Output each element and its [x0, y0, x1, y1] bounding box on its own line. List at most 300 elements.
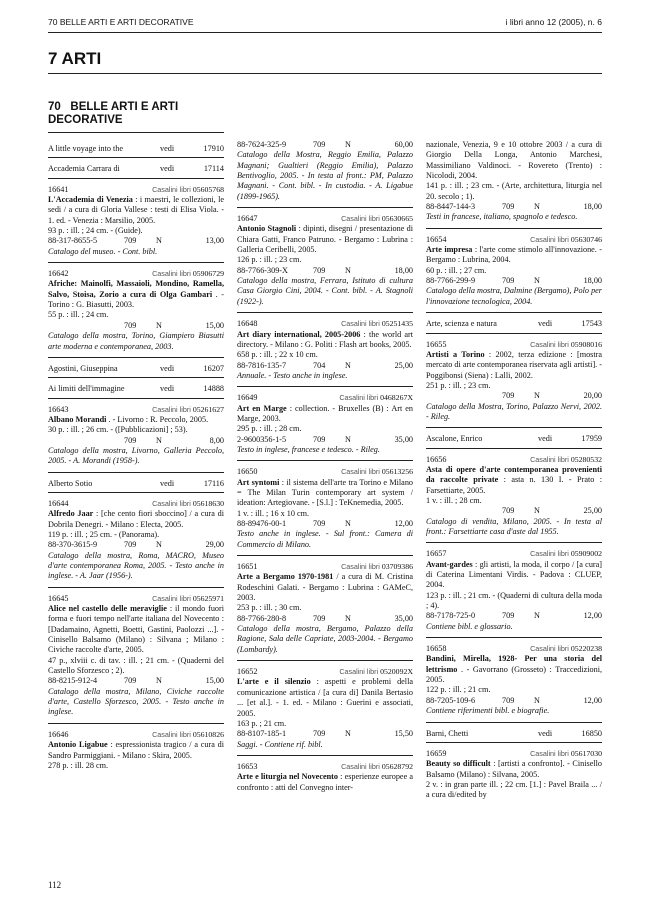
entry-imprint: : 2002, terza edizione : [mostra mercato di arte contemporanea riservata agli artisti]. - Poggibonsi (Siena) : Lalli, 2002.: [426, 349, 602, 380]
entry-number: 16653: [237, 761, 258, 771]
entry-imprint: : [artisti a confronto]. - Cinisello Balsamo (Milano) : Silvana, 2005.: [426, 759, 603, 779]
entry-imprint: : the world art directory. - Milano : G. Politi : Flash art books, 2005.: [237, 329, 414, 349]
isbn-price-line: [237, 266, 413, 276]
entry-title: Afriche: Mainolfi, Massaioli, Mondino, Ramella, Salvo, Stoisa, Zorio a cura di Olga Gambari: [48, 279, 224, 299]
reference-vedi: vedi: [538, 319, 553, 329]
physical-description: 123 p. : ill. ; 21 cm. - (Quaderni di cultura della moda ; 4).: [426, 590, 602, 611]
physical-description: 658 p. : ill. ; 22 x 10 cm.: [237, 350, 318, 360]
isbn-price-line: [237, 519, 413, 529]
entry-imprint: : espressionista tragico / a cura di Sandro Parmiggiani. - Milano : Skira, 2005.: [48, 740, 225, 760]
cross-reference: [48, 144, 224, 158]
classification: 709: [502, 506, 515, 516]
entry-source: [530, 340, 602, 350]
source-name: Casalini libri: [152, 404, 191, 414]
entry-description: [48, 279, 224, 310]
entry-number: 16647: [237, 214, 258, 224]
entry-header: [48, 269, 224, 279]
entry-source: [530, 644, 602, 654]
section-name: BELLE ARTI E ARTI DECORATIVE: [48, 101, 179, 126]
catalog-entry: [48, 594, 224, 724]
source-id: 05605768: [192, 184, 224, 194]
source-name: Casalini libri: [152, 729, 191, 739]
source-id: 05610826: [192, 729, 224, 739]
source-id: 05908016: [570, 339, 602, 349]
entry-title: Alfredo Jaar: [48, 509, 94, 519]
format-code: N: [345, 434, 351, 444]
entry-source: [152, 499, 224, 509]
classification: 709: [124, 540, 137, 550]
catalog-entry: [426, 235, 602, 313]
reference-number: 14888: [203, 384, 224, 394]
source-name: Casalini libri: [152, 498, 191, 508]
entry-imprint: : esperienze europee a confronto : atti del Convegno inter-: [237, 772, 413, 792]
source-name: Casalini libri: [530, 549, 569, 559]
classification: 709: [313, 265, 326, 275]
source-name: Casalini libri: [339, 393, 379, 403]
entry-imprint: . - Livorno : R. Peccolo, 2005.: [108, 414, 209, 424]
catalog-entry: [237, 667, 413, 756]
entry-title: Antonio Stagnoli: [237, 224, 297, 234]
entry-note: Catalogo della mostra, Dalmine (Bergamo), Polo per l'innovazione tecnologica, 2004.: [426, 286, 602, 306]
format-code: N: [345, 360, 351, 370]
classification: 709: [313, 434, 326, 444]
source-name: Casalini libri: [341, 467, 380, 477]
cross-reference: [426, 434, 602, 448]
source-name: Casalini libri: [341, 562, 380, 572]
source-name: Casalini libri: [152, 593, 191, 603]
entry-imprint: : l'arte come stimolo all'innovazione. - Bergamo : Lubrina, 2004.: [426, 245, 602, 265]
entry-source: [530, 235, 602, 245]
price: 25,00: [394, 360, 413, 370]
format-code: N: [156, 676, 162, 686]
entry-note: Testo anche in inglese. - Sul front.: Camera di Commercio di Milano.: [237, 529, 413, 549]
entry-number: 16657: [426, 549, 447, 559]
catalog-entry: [48, 269, 224, 358]
price: 15,00: [205, 320, 224, 330]
entry-description: [426, 245, 602, 266]
entry-number: 16656: [426, 454, 447, 464]
entry-description: [237, 404, 413, 425]
catalog-entry: [426, 644, 602, 722]
running-header: [48, 17, 602, 29]
physical-description: 60 p. : ill. ; 27 cm.: [426, 265, 487, 275]
format-code: N: [534, 506, 540, 516]
entry-imprint: : collection. - Bruxelles (B) : Art en Marge, 2003.: [237, 403, 413, 423]
isbn-price-line: [426, 611, 602, 621]
entry-header: [237, 562, 413, 572]
column-1: [48, 144, 224, 776]
reference-name: Agostini, Giuseppina: [48, 363, 118, 373]
physical-description: 55 p. : ill. ; 24 cm.: [48, 310, 109, 320]
entry-description: [237, 772, 413, 793]
entry-imprint: . - Torino : G. Biasutti, 2003.: [48, 289, 225, 310]
entry-description: [48, 740, 224, 761]
physical-description: 1 v. : ill. ; 28 cm.: [426, 495, 482, 505]
entry-title: Avant-gardes: [426, 559, 473, 569]
entry-description: [237, 677, 413, 718]
catalog-entry: [426, 455, 602, 544]
isbn: 88-7624-325-9: [237, 140, 287, 149]
format-code: N: [345, 140, 351, 149]
entry-source: [152, 405, 224, 415]
isbn: 88-7766-280-8: [237, 613, 287, 623]
isbn-price-line: [237, 729, 413, 739]
entry-number: 16641: [48, 184, 69, 194]
format-code: N: [156, 236, 162, 246]
isbn-price-line: [48, 436, 224, 446]
source-id: 0468267X: [380, 393, 413, 403]
reference-name: Alberto Sotio: [48, 478, 93, 488]
format-code: N: [534, 276, 540, 286]
entry-note: Catalogo della mostra, Roma, MACRO, Museo d'arte contemporanea Roma, 2005. - Testo anche in inglese. - A. Jaar (1956-).: [48, 550, 224, 581]
source-id: 05613256: [381, 467, 413, 477]
catalog-entry: [426, 749, 602, 806]
entry-source: [341, 562, 413, 572]
cross-reference: [48, 364, 224, 378]
format-code: N: [345, 729, 351, 739]
entry-number: 16645: [48, 593, 69, 603]
isbn-price-line: [426, 276, 602, 286]
entry-source: [152, 269, 224, 279]
isbn: 88-317-8655-5: [48, 236, 98, 246]
reference-number: 17543: [581, 319, 602, 329]
source-id: 05630665: [381, 214, 413, 224]
format-code: N: [534, 202, 540, 212]
source-id: 03709386: [381, 562, 413, 572]
entry-title: L'Accademia di Venezia: [48, 195, 133, 205]
entry-imprint: : aspetti e problemi della comunicazione artistica / [a cura di] Danila Bertasio ... [et al.]. - 1. ed. - Milano : Guerini e associati, 2005.: [237, 677, 413, 718]
classification: 709: [313, 519, 326, 528]
format-code: N: [345, 519, 351, 528]
catalog-entry: [426, 340, 602, 429]
catalog-entry: [237, 214, 413, 313]
entry-description: [426, 350, 602, 381]
entry-note: Catalogo della mostra, Livorno, Galleria Peccolo, 2005. - A. Morandi (1958-).: [48, 445, 224, 466]
entry-imprint: : il mondo fuori forma e fuori tempo nell'arte italiana del Novecento : [Dadamaino, Agnetti, Boetti, Gastini, Paolozzi ...]. - Cinisello Balsamo (Milano) : Silvana ; Milano : Civiche raccolte d'arte, 2005.: [48, 604, 225, 655]
entry-number: 16651: [237, 562, 258, 572]
price: 20,00: [583, 391, 602, 401]
entry-title: Artisti a Torino: [426, 349, 485, 359]
entry-note: Annuale. - Testo anche in inglese.: [237, 370, 348, 380]
entry-header: [426, 455, 602, 465]
classification: 709: [124, 676, 137, 686]
catalog-entry: [237, 319, 413, 387]
entry-imprint: : asta n. 130 I. - Prato : Farsettiarte, 2005.: [426, 475, 603, 495]
entry-number: 16654: [426, 234, 447, 244]
source-id: 05618630: [192, 498, 224, 508]
price: 18,00: [583, 202, 602, 212]
reference-number: 16207: [203, 363, 224, 373]
isbn: 88-7766-299-9: [426, 276, 476, 286]
physical-description: 122 p. : ill. ; 21 cm.: [426, 685, 491, 695]
entry-header: [48, 730, 224, 740]
entry-source: [530, 549, 602, 559]
entry-description: [237, 330, 413, 351]
isbn: [48, 436, 124, 446]
entry-header: [237, 319, 413, 329]
source-name: Casalini libri: [341, 214, 380, 224]
catalog-entry: [426, 549, 602, 638]
entry-header: [48, 499, 224, 509]
isbn-price-line: [237, 614, 413, 624]
entry-number: 16644: [48, 498, 69, 508]
entry-header: [237, 467, 413, 477]
reference-vedi: vedi: [538, 434, 553, 444]
entry-number: 16658: [426, 644, 447, 654]
cross-reference: [48, 384, 224, 398]
classification: 709: [502, 391, 515, 401]
entry-header: [48, 405, 224, 415]
section-number: 70: [48, 101, 61, 113]
isbn: 88-7816-135-7: [237, 360, 287, 370]
entry-source: [341, 762, 413, 772]
entry-title: Art syntomi: [237, 477, 280, 487]
classification: 709: [124, 435, 137, 445]
reference-vedi: vedi: [160, 478, 175, 488]
source-id: 05630746: [570, 234, 602, 244]
catalog-entry: [48, 499, 224, 588]
reference-number: 17116: [203, 478, 224, 488]
reference-vedi: vedi: [160, 144, 175, 153]
price: 8,00: [209, 435, 224, 445]
section-title: [48, 101, 218, 127]
classification: 709: [124, 320, 137, 330]
source-name: Casalini libri: [339, 667, 379, 677]
source-id: 05628792: [381, 761, 413, 771]
reference-name: A little voyage into the: [48, 144, 124, 153]
physical-description: 126 p. : ill. ; 23 cm.: [237, 255, 302, 265]
source-id: 05617030: [570, 748, 602, 758]
entry-title: Beauty so difficult: [426, 759, 491, 769]
price: 35,00: [394, 613, 413, 623]
physical-description: 30 p. : ill. ; 26 cm. - ([Pubblicazioni] ; 53).: [48, 425, 188, 435]
physical-description: 2 v. : in gran parte ill. ; 22 cm. [1.] : Pavel Braila ... / a cura di/edited by: [426, 779, 602, 800]
isbn-price-line: [237, 361, 413, 371]
entry-imprint: : gli artisti, la moda, il corpo / [a cura] di Caterina Limentani Virdis. - Padova : CLUEP, 2004.: [426, 559, 602, 590]
classification: 709: [502, 276, 515, 286]
entry-title: Arte impresa: [426, 245, 473, 255]
isbn: [426, 391, 502, 401]
column-2: [237, 140, 413, 798]
format-code: N: [156, 540, 162, 550]
physical-description: 141 p. : ill. ; 23 cm. - (Arte, architettura, liturgia nel 20. secolo ; 1).: [426, 181, 602, 201]
entry-title: Albano Morandi: [48, 414, 107, 424]
entry-description: [237, 572, 413, 603]
column-3: [426, 140, 602, 806]
source-name: Casalini libri: [530, 644, 569, 654]
entry-header: [426, 235, 602, 245]
entry-note: Testo in inglese, francese e tedesco. - Rileg.: [237, 444, 380, 454]
isbn-price-line: [426, 506, 602, 516]
source-id: 05280532: [570, 454, 602, 464]
catalog-entry: [48, 405, 224, 473]
isbn: 88-7205-109-6: [426, 695, 476, 705]
format-code: N: [156, 435, 162, 445]
entry-imprint: . - Gavorrano (Grosseto) : Traccedizioni, 2005.: [426, 664, 603, 685]
source-id: 05909002: [570, 549, 602, 559]
entry-source: [152, 730, 224, 740]
source-id: 0520092X: [380, 667, 413, 677]
entry-description: [426, 560, 602, 591]
reference-number: 16850: [581, 728, 602, 738]
isbn-price-line: [426, 202, 602, 212]
source-id: 05906729: [192, 269, 224, 279]
cross-reference: [426, 729, 602, 743]
entry-title: Art en Marge: [237, 403, 287, 413]
isbn-price-line: [237, 140, 413, 150]
reference-name: Barni, Chetti: [426, 728, 469, 738]
catalog-entry: [48, 185, 224, 263]
entry-imprint: : [che cento fiori sboccino] / a cura di Dobrila Denegri. - Milano : Electa, 2005.: [48, 509, 224, 529]
source-id: 05625971: [192, 593, 224, 603]
entry-title: Alice nel castello delle meraviglie: [48, 604, 167, 614]
format-code: N: [345, 265, 351, 275]
format-code: N: [345, 613, 351, 623]
classification: 709: [502, 611, 515, 621]
source-name: Casalini libri: [341, 761, 380, 771]
entry-source: [152, 594, 224, 604]
price: 18,00: [583, 276, 602, 286]
entry-number: 16642: [48, 269, 69, 279]
entry-note: Catalogo della Mostra, Torino, Palazzo Nervi, 2002. - Rileg.: [426, 401, 602, 421]
entry-title: L'arte e il silenzio: [237, 677, 311, 687]
entry-number: 16659: [426, 748, 447, 758]
entry-title: Asta di opere d'arte contemporanea provenienti da raccolte private: [426, 464, 602, 485]
entry-note: Catalogo della mostra, Ferrara, Istituto di cultura Casa Giorgio Cini, 2004. - Cont. bibl. - A. Stagnoli (1922-).: [237, 276, 413, 306]
isbn-price-line: [48, 321, 224, 331]
source-name: Casalini libri: [530, 234, 569, 244]
isbn-price-line: [426, 391, 602, 401]
isbn: 88-8107-185-1: [237, 729, 287, 739]
reference-vedi: vedi: [538, 728, 553, 738]
entry-note: Testi in francese, italiano, spagnolo e tedesco.: [426, 212, 578, 222]
entry-header: [426, 340, 602, 350]
entry-description: [237, 224, 413, 255]
entry-note: Catalogo di vendita, Milano, 2005. - In testa al front.: Farsettiarte casa d'aste dal 1955.: [426, 516, 602, 536]
entry-title: Arte e liturgia nel Novecento: [237, 772, 338, 782]
entry-number: 16652: [237, 667, 258, 677]
entry-description: [237, 478, 413, 509]
catalog-entry: [426, 140, 602, 229]
cross-reference: [48, 164, 224, 178]
entry-header: [426, 549, 602, 559]
source-name: Casalini libri: [341, 319, 380, 329]
isbn: 2-9600356-1-5: [237, 434, 287, 444]
source-id: 05261627: [192, 404, 224, 414]
classification: 709: [124, 236, 137, 246]
reference-vedi: vedi: [160, 164, 175, 174]
page-number: 112: [48, 880, 62, 890]
physical-description: 253 p. : ill. ; 30 cm.: [237, 603, 302, 613]
price: 12,00: [583, 611, 602, 621]
entry-header: [48, 594, 224, 604]
catalog-entry: [237, 393, 413, 461]
entry-note: Contiene bibl. e glossario.: [426, 621, 513, 631]
isbn: [426, 506, 502, 516]
entry-title: Arte a Bergamo 1970-1981: [237, 572, 334, 582]
physical-description: 163 p. ; 21 cm.: [237, 718, 287, 728]
entry-number: 16650: [237, 467, 258, 477]
entry-note: Saggi. - Contiene rif. bibl.: [237, 739, 323, 749]
catalog-entry: [237, 140, 413, 208]
classification: 709: [313, 613, 326, 623]
entry-imprint: nazionale, Venezia, 9 e 10 ottobre 2003 / a cura di Giorgio Della Longa, Antonio Marchesi, Massimiliano Valdinoci. - Rovereto (Trento) : Nicolodi, 2004.: [426, 140, 602, 181]
entry-number: 16643: [48, 404, 69, 414]
physical-description: 119 p. : ill. ; 25 cm. - (Panorama).: [48, 529, 160, 539]
entry-source: [339, 667, 413, 677]
isbn: [48, 321, 124, 331]
price: 60,00: [394, 140, 413, 149]
entry-header: [237, 393, 413, 403]
classification: 704: [313, 360, 326, 370]
section-rule: [48, 132, 224, 133]
entry-note: Catalogo del museo. - Cont. bibl.: [48, 246, 158, 256]
price: 29,00: [205, 540, 224, 550]
format-code: N: [534, 611, 540, 621]
reference-name: Arte, scienza e natura: [426, 319, 497, 329]
source-name: Casalini libri: [152, 184, 191, 194]
isbn-price-line: [48, 236, 224, 246]
classification: 709: [502, 695, 515, 705]
format-code: N: [534, 391, 540, 401]
entry-note: Contiene riferimenti bibl. e biografie.: [426, 706, 550, 716]
cross-reference: [426, 319, 602, 333]
entry-title: Antonio Ligabue: [48, 740, 108, 750]
chapter-rule: [48, 73, 602, 74]
isbn: 88-370-3615-9: [48, 540, 98, 550]
entry-title: Art diary international, 2005-2006: [237, 329, 361, 339]
catalog-entry: [237, 762, 413, 798]
physical-description: 278 p. : ill. 28 cm.: [48, 760, 109, 770]
entry-description: [48, 415, 224, 425]
entry-imprint: : dipinti, disegni / presentazione di Chiara Gatti, Franco Patruno. - Bergamo : Lubrina : Galleria Ceribelli, 2005.: [237, 224, 414, 255]
entry-description: [48, 509, 224, 530]
entry-imprint: : i maestri, le collezioni, le sedi / a cura di Gloria Vallese : testi di Elisa Viola. - 1. ed. - Venezia : Marsilio, 2005.: [48, 195, 224, 225]
entry-header: [237, 762, 413, 772]
entry-source: [152, 185, 224, 195]
entry-title: Bandini, Mirella, 1928- Per una storia del lettrismo: [426, 654, 602, 674]
entry-description: [426, 759, 602, 780]
entry-header: [237, 214, 413, 224]
source-name: Casalini libri: [530, 748, 569, 758]
price: 15,50: [394, 729, 413, 739]
reference-name: Ascalone, Enrico: [426, 434, 483, 444]
entry-number: 16648: [237, 319, 258, 329]
entry-number: 16646: [48, 729, 69, 739]
source-name: Casalini libri: [530, 339, 569, 349]
entry-description: [48, 604, 224, 656]
entry-source: [530, 455, 602, 465]
isbn: 88-7766-309-X: [237, 265, 288, 275]
physical-description: 251 p. : ill. ; 23 cm.: [426, 380, 491, 390]
catalog-entry: [237, 467, 413, 556]
source-name: Casalini libri: [152, 269, 191, 279]
physical-description: 295 p. : ill. ; 28 cm.: [237, 424, 302, 434]
isbn: 88-8215-912-4: [48, 676, 98, 686]
entry-description: [48, 195, 224, 226]
price: 15,00: [205, 676, 224, 686]
format-code: N: [534, 695, 540, 705]
header-section: 70 BELLE ARTI E ARTI DECORATIVE: [48, 17, 194, 27]
entry-source: [341, 214, 413, 224]
entry-description: [426, 654, 602, 685]
entry-note: Catalogo della mostra, Bergamo, Palazzo della Ragione, Sala delle Capriate, 2003-2004. - Bergamo (Lombardy).: [237, 624, 413, 654]
entry-note: Catalogo della Mostra, Reggio Emilia, Palazzo Magnani; Gualtieri (Reggio Emilia), Palazzo Bentivoglio, 2005. - In testa al front.: PM, Palazzo Magnani. - Cont. bibl. - In custodia. - A. Ligabue (1899-1965).: [237, 150, 413, 201]
entry-source: [341, 467, 413, 477]
physical-description: 47 p., xlviii c. di tav. : ill. ; 21 cm. - (Quaderni del Castello Sforzesco ; 2).: [48, 655, 224, 676]
entry-source: [530, 749, 602, 759]
entry-note: Catalogo della mostra, Milano, Civiche raccolte d'arte, Castello Sforzesco, 2005. - Testo anche in inglese.: [48, 686, 224, 717]
